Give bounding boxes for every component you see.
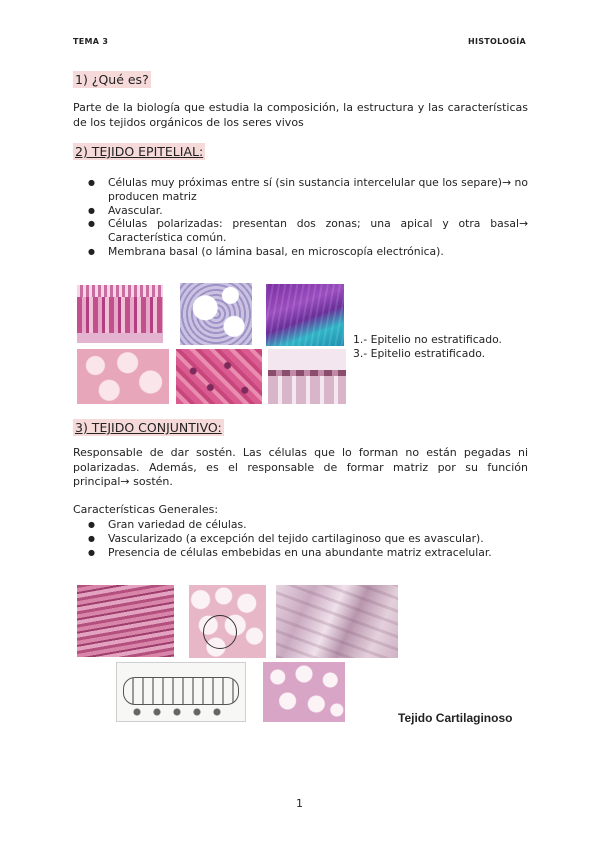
cartilage-label: Tejido Cartilaginoso bbox=[398, 711, 513, 725]
section-3-body: Responsable de dar sostén. Las células que lo forman no están pegadas ni polarizadas. Además, es el responsable de formar matriz por su función principal→ sostén. bbox=[73, 446, 528, 488]
connective-bullet-list bbox=[88, 518, 528, 559]
caption-2: 3.- Epitelio estratificado. bbox=[353, 347, 486, 360]
micrograph-loose-connective bbox=[276, 585, 398, 658]
list-item: ● Membrana basal (o lámina basal, en microscopía electrónica). bbox=[88, 245, 528, 259]
micrograph-cartilage bbox=[263, 662, 345, 722]
micrograph-epithelium-6 bbox=[268, 349, 346, 404]
epithelium-captions bbox=[353, 333, 502, 361]
micrograph-epithelium-1 bbox=[77, 285, 163, 343]
list-item: ● Vascularizado (a excepción del tejido cartilaginoso que es avascular). bbox=[88, 532, 528, 546]
header-subject: HISTOLOGÍA bbox=[467, 37, 526, 46]
features-title: Características Generales: bbox=[73, 503, 219, 516]
micrograph-dense-connective bbox=[77, 585, 174, 657]
header-topic: TEMA 3 bbox=[73, 37, 109, 46]
caption-1: 1.- Epitelio no estratificado. bbox=[353, 333, 502, 346]
list-item: ● Avascular. bbox=[88, 204, 528, 218]
micrograph-epithelium-2 bbox=[180, 283, 252, 345]
micrograph-epithelium-3 bbox=[266, 284, 344, 346]
section-3-title: 3) TEJIDO CONJUNTIVO: bbox=[75, 420, 222, 435]
section-1-body: Parte de la biología que estudia la composición, la estructura y las características de los tejidos orgánicos de los seres vivos bbox=[73, 101, 528, 129]
section-1-title: 1) ¿Qué es? bbox=[75, 72, 149, 87]
list-item: ● Presencia de células embebidas en una abundante matriz extracelular. bbox=[88, 546, 528, 560]
micrograph-epithelium-4 bbox=[77, 349, 169, 404]
list-item: ● Gran variedad de células. bbox=[88, 518, 528, 532]
micrograph-adipose bbox=[189, 585, 266, 658]
list-item: ● Células polarizadas: presentan dos zonas; una apical y otra basal→ Característica común. bbox=[88, 217, 528, 245]
section-2-title: 2) TEJIDO EPITELIAL: bbox=[75, 144, 204, 159]
micrograph-epithelium-5 bbox=[176, 349, 262, 404]
epithelial-bullet-list bbox=[88, 176, 528, 259]
list-item: ● Células muy próximas entre sí (sin sustancia intercelular que los separe)→ no producen matriz bbox=[88, 176, 528, 204]
diagram-connective-cells bbox=[116, 662, 246, 722]
page-number: 1 bbox=[296, 797, 303, 810]
